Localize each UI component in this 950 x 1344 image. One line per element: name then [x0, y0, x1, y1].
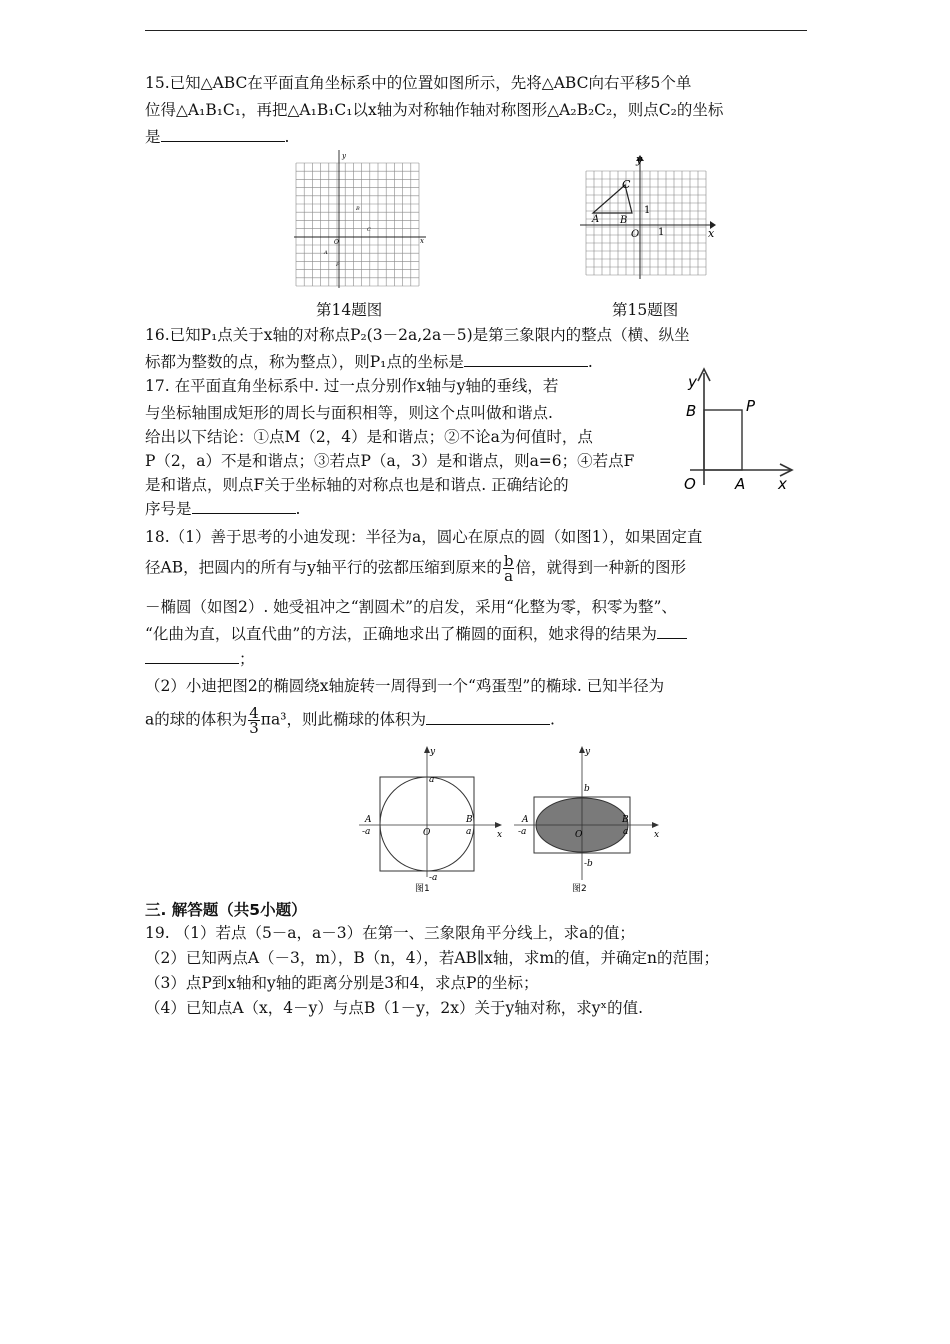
q19-line2: （2）已知两点A（－3，m），B（n，4），若AB∥x轴，求m的值，并确定n的范围； — [145, 949, 720, 967]
fig17-b-label: B — [686, 402, 697, 420]
fig1-caption: 图1 — [415, 884, 430, 893]
fig17-x-label: x — [778, 475, 787, 493]
q18-fraction-2: $\frac{4}{3}$ — [249, 704, 259, 737]
fig17-a-label: A — [735, 475, 746, 493]
fig17-origin: O — [684, 475, 696, 493]
fig2-y-label: y — [585, 747, 591, 757]
fig1-A-label: A — [365, 815, 372, 825]
fig2-b-bottom: -b — [584, 859, 593, 869]
figure-15 — [580, 155, 720, 285]
q17-answer-blank — [192, 498, 296, 514]
fig2-origin: O — [575, 830, 583, 840]
fig2-x-label: x — [654, 830, 660, 840]
fig14-origin: O — [334, 239, 339, 246]
fig1-y-label: y — [430, 747, 436, 757]
q15-line2: 位得△A₁B₁C₁，再把△A₁B₁C₁以x轴为对称轴作轴对称图形△A₂B₂C₂，则点C₂的坐标 — [145, 101, 724, 119]
fig1-a-right: a — [466, 827, 472, 837]
fig1-origin: O — [423, 828, 431, 838]
figure-18-1 — [355, 745, 515, 893]
q18-answer-blank-c — [426, 709, 550, 725]
q15-answer-blank — [161, 126, 285, 142]
fig14-y-label: y — [342, 152, 346, 160]
q17-line5: 是和谐点，则点F关于坐标轴的对称点也是和谐点. 正确结论的 — [145, 476, 569, 494]
section-3-heading: 三. 解答题（共5小题） — [145, 901, 307, 919]
fig15-one-y: 1 — [644, 205, 651, 216]
figure-14 — [290, 148, 430, 296]
q18-answer-blank-a — [657, 623, 687, 639]
q15-line1: 15.已知△ABC在平面直角坐标系中的位置如图所示，先将△ABC向右平移5个单 — [145, 74, 692, 92]
q17-line4: P（2，a）不是和谐点；③若点P（a，3）是和谐点，则a=6；④若点F — [145, 452, 635, 470]
q18-line7: a的球的体积为 $\frac{4}{3}$ πa³，则此椭球的体积为 . — [145, 704, 555, 737]
fig2-b-top: b — [584, 784, 590, 794]
fig15-a-label: A — [592, 214, 600, 225]
fig14-a-label: A — [324, 250, 328, 256]
q18-answer-blank-b — [145, 648, 239, 664]
fig17-y-label: y — [688, 373, 697, 391]
q18-line4: “化曲为直，以直代曲”的方法，正确地求出了椭圆的面积，她求得的结果为 — [145, 621, 807, 648]
fig15-origin: O — [631, 229, 640, 240]
q19-line1: 19. （1）若点（5－a，a－3）在第一、三象限角平分线上，求a的值； — [145, 924, 635, 942]
q19-line4: （4）已知点A（x，4－y）与点B（1－y，2x）关于y轴对称，求yˣ的值. — [145, 999, 644, 1017]
fig14-p-label: P — [336, 262, 340, 268]
fig15-one-x: 1 — [658, 227, 665, 238]
figure-17 — [680, 365, 800, 495]
q16-answer-blank — [464, 351, 588, 367]
q17-line6: 序号是 . — [145, 500, 301, 518]
fig15-y-label: y — [636, 155, 643, 166]
header-rule — [145, 30, 807, 31]
q18-line1: 18.（1）善于思考的小迪发现：半径为a，圆心在原点的圆（如图1），如果固定直 — [145, 528, 703, 546]
fig15-c-label: C — [622, 178, 631, 191]
fig14-c-label: C — [367, 227, 371, 233]
fig1-x-label: x — [497, 830, 503, 840]
q16-line1: 16.已知P₁点关于x轴的对称点P₂(3－2a,2a－5)是第三象限内的整点（横、纵坐 — [145, 326, 690, 344]
fig14-caption: 第14题图 — [316, 301, 383, 319]
fig17-rectangle — [704, 410, 742, 470]
q17-line3: 给出以下结论：①点M（2，4）是和谐点；②不论a为何值时，点 — [145, 428, 593, 446]
fig1-a-top: a — [429, 775, 435, 785]
fig15-caption: 第15题图 — [612, 301, 679, 319]
fig2-a-right: a — [623, 827, 629, 837]
figure-18-2 — [510, 745, 670, 893]
fig15-b-label: B — [620, 215, 628, 226]
fig17-p-label: P — [746, 397, 756, 415]
fig2-caption: 图2 — [572, 884, 587, 893]
fig15-x-label: x — [708, 227, 715, 240]
fig2-B-label: B — [622, 815, 629, 825]
fig14-x-label: x — [420, 237, 424, 245]
fig1-a-bottom: -a — [429, 873, 438, 883]
q18-line2: 径AB，把圆内的所有与y轴平行的弦都压缩到原来的 $\frac{b}{a}$ 倍，就得到一种新的图形 — [145, 552, 686, 585]
q16-line2: 标都为整数的点，称为整点），则P₁点的坐标是 . — [145, 353, 593, 371]
q17-line2: 与坐标轴围成矩形的周长与面积相等，则这个点叫做和谐点. — [145, 404, 553, 422]
q17-line1: 17. 在平面直角坐标系中. 过一点分别作x轴与y轴的垂线，若 — [145, 377, 559, 395]
fig1-B-label: B — [466, 815, 473, 825]
fig2-a-left: -a — [518, 827, 527, 837]
fig14-b-label: B — [356, 206, 360, 212]
q18-line6: （2）小迪把图2的椭圆绕x轴旋转一周得到一个“鸡蛋型”的椭球. 已知半径为 — [145, 677, 665, 695]
q18-fraction: $\frac{b}{a}$ — [503, 552, 514, 585]
fig2-A-label: A — [522, 815, 529, 825]
fig1-a-left: -a — [362, 827, 371, 837]
q18-line5: ； — [145, 646, 807, 673]
q19-line3: （3）点P到x轴和y轴的距离分别是3和4，求点P的坐标； — [145, 974, 539, 992]
q15-line3: 是 . — [145, 128, 290, 146]
q18-line3: －椭圆（如图2）. 她受祖冲之“割圆术”的启发，采用“化整为零，积零为整”、 — [145, 598, 677, 616]
